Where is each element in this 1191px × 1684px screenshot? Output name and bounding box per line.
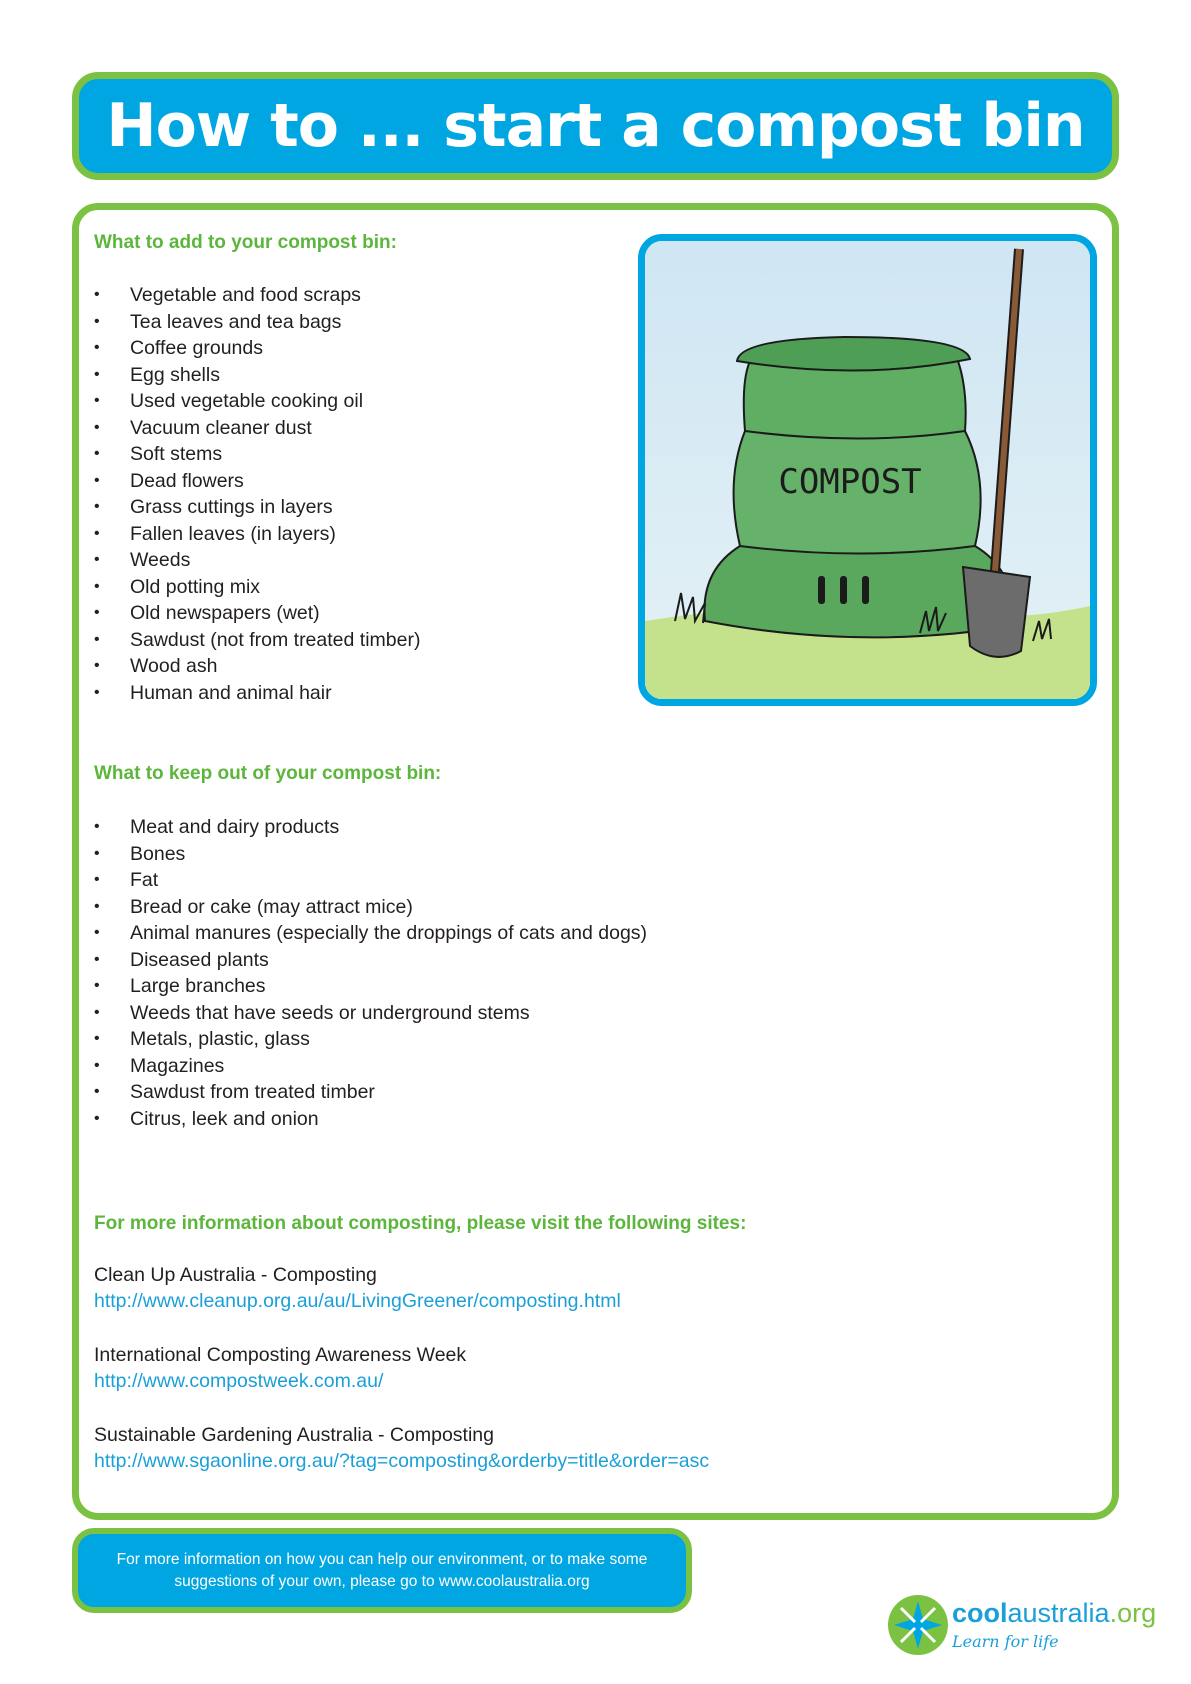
title-banner bbox=[72, 72, 1119, 180]
list-item: • Citrus, leek and onion bbox=[94, 1106, 647, 1133]
logo-australia: australia bbox=[1007, 1598, 1110, 1628]
list-item: • Magazines bbox=[94, 1053, 647, 1080]
list-item: • Tea leaves and tea bags bbox=[94, 309, 420, 336]
list-item: • Coffee grounds bbox=[94, 335, 420, 362]
list-item: • Weeds bbox=[94, 547, 420, 574]
footer-banner bbox=[72, 1528, 692, 1613]
list-item: • Used vegetable cooking oil bbox=[94, 388, 420, 415]
spade-blade bbox=[963, 567, 1030, 657]
list-item: • Dead flowers bbox=[94, 468, 420, 495]
list-item: • Wood ash bbox=[94, 653, 420, 680]
keep-out-items-list bbox=[94, 814, 647, 1132]
info-site-name: Sustainable Gardening Australia - Composting bbox=[94, 1424, 494, 1446]
list-item: • Meat and dairy products bbox=[94, 814, 647, 841]
info-site-name: Clean Up Australia - Composting bbox=[94, 1264, 377, 1286]
list-item: • Vacuum cleaner dust bbox=[94, 415, 420, 442]
vent-slot bbox=[818, 576, 825, 604]
page-title: How to ... start a compost bin bbox=[106, 91, 1085, 161]
compost-bin-illustration bbox=[638, 234, 1097, 706]
vent-slot bbox=[862, 576, 869, 604]
snowflake-icon bbox=[888, 1595, 948, 1655]
list-item: • Fallen leaves (in layers) bbox=[94, 521, 420, 548]
add-section-heading: What to add to your compost bin: bbox=[94, 232, 397, 253]
logo-wordmark[interactable] bbox=[952, 1598, 1156, 1628]
list-item: • Bones bbox=[94, 841, 647, 868]
info-site-url[interactable]: http://www.cleanup.org.au/au/LivingGreener/composting.html bbox=[94, 1290, 621, 1312]
info-site-url[interactable]: http://www.sgaonline.org.au/?tag=composting&orderby=title&order=asc bbox=[94, 1450, 710, 1472]
list-item: • Diseased plants bbox=[94, 947, 647, 974]
list-item: • Egg shells bbox=[94, 362, 420, 389]
compost-bin-drawing bbox=[645, 241, 1090, 699]
list-item: • Sawdust (not from treated timber) bbox=[94, 627, 420, 654]
info-site-name: International Composting Awareness Week bbox=[94, 1344, 467, 1366]
bin-label: COMPOST bbox=[778, 462, 922, 502]
keep-out-section-heading: What to keep out of your compost bin: bbox=[94, 763, 442, 784]
logo-org: .org bbox=[1109, 1598, 1157, 1628]
list-item: • Grass cuttings in layers bbox=[94, 494, 420, 521]
list-item: • Weeds that have seeds or underground stems bbox=[94, 1000, 647, 1027]
list-item: • Sawdust from treated timber bbox=[94, 1079, 647, 1106]
list-item: • Old potting mix bbox=[94, 574, 420, 601]
info-link-group bbox=[94, 1262, 621, 1314]
vent-slot bbox=[840, 576, 847, 604]
bin-lid bbox=[737, 337, 970, 371]
list-item: • Animal manures (especially the droppings of cats and dogs) bbox=[94, 920, 647, 947]
info-section-heading: For more information about composting, please visit the following sites: bbox=[94, 1213, 747, 1234]
add-items-list bbox=[94, 282, 420, 706]
list-item: • Soft stems bbox=[94, 441, 420, 468]
info-link-group bbox=[94, 1422, 709, 1474]
info-link-group bbox=[94, 1342, 466, 1394]
list-item: • Large branches bbox=[94, 973, 647, 1000]
bin-top-tier bbox=[744, 361, 966, 439]
info-site-url[interactable]: http://www.compostweek.com.au/ bbox=[94, 1370, 384, 1392]
logo-cool: cool bbox=[952, 1598, 1008, 1628]
list-item: • Metals, plastic, glass bbox=[94, 1026, 647, 1053]
list-item: • Human and animal hair bbox=[94, 680, 420, 707]
list-item: • Bread or cake (may attract mice) bbox=[94, 894, 647, 921]
logo-tagline: Learn for life bbox=[952, 1632, 1059, 1651]
list-item: • Vegetable and food scraps bbox=[94, 282, 420, 309]
footer-text: For more information on how you can help our environment, or to make some suggestions of your own, please go to www.coolaustralia.org bbox=[116, 1550, 648, 1590]
list-item: • Old newspapers (wet) bbox=[94, 600, 420, 627]
list-item: • Fat bbox=[94, 867, 647, 894]
